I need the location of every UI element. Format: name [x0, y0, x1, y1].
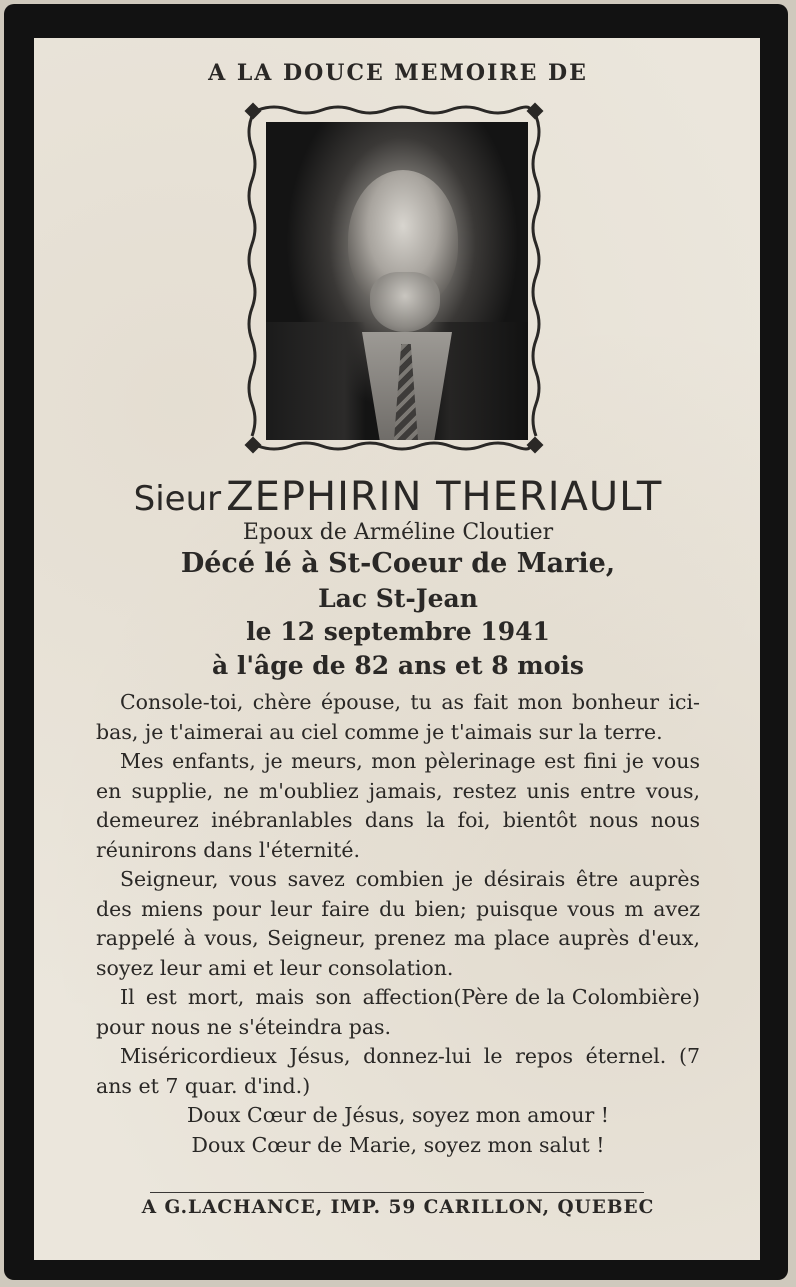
date-line: le 12 septembre 1941 [246, 617, 550, 646]
prayer-sacred-heart: Doux Cœur de Jésus, soyez mon amour ! [186, 1103, 610, 1127]
death-line: Décé lé à St-Coeur de Marie, [180, 548, 616, 579]
verse-prayer-text: Seigneur, vous savez combien je désirais être auprès des miens pour leur faire du bien; puisque vous m avez rappelé à vous, Seigneur, prenez ma place auprès d'eux, soyez leur ami et leur consolation. [96, 867, 700, 980]
card-heading: A LA DOUCE MEMOIRE DE [208, 60, 588, 86]
memorial-text [96, 688, 700, 1160]
photo-beard [370, 272, 440, 332]
verse-children: Mes enfants, je meurs, mon pèlerinage est fini je vous en supplie, ne m'oubliez jamais, restez unis entre vous, demeurez inébranlables dans la foi, bientôt nous nous réunirons dans l'éternité. [96, 749, 700, 862]
verse-prayer [96, 865, 700, 1009]
portrait-photo [266, 122, 528, 440]
full-name: ZEPHIRIN THERIAULT [226, 474, 663, 520]
age-line: à l'âge de 82 ans et 8 mois [211, 651, 585, 680]
printer-divider [150, 1192, 644, 1193]
prayer-heart-of-mary: Doux Cœur de Marie, soyez mon salut ! [191, 1132, 605, 1157]
deceased-name [0, 474, 796, 520]
spouse-line: Epoux de Arméline Cloutier [242, 520, 554, 545]
verse-spouse: Console-toi, chère épouse, tu as fait mon bonheur ici-bas, je t'aimerai au ciel comme je t'aimais sur la terre. [96, 690, 700, 744]
verse-affection: Il est mort, mais son affection pour nous ne s'éteindra pas. [96, 985, 454, 1039]
place-line: Lac St-Jean [318, 584, 478, 613]
printer-credit: A G.LACHANCE, IMP. 59 CARILLON, QUEBEC [141, 1197, 655, 1218]
verse-attribution: (Père de la Colombière) [453, 985, 700, 1009]
prayer-jesus: Miséricordieux Jésus, donnez-lui le repos éternel. (7 ans et 7 quar. d'ind.) [96, 1044, 700, 1098]
honorific: Sieur [133, 479, 222, 519]
